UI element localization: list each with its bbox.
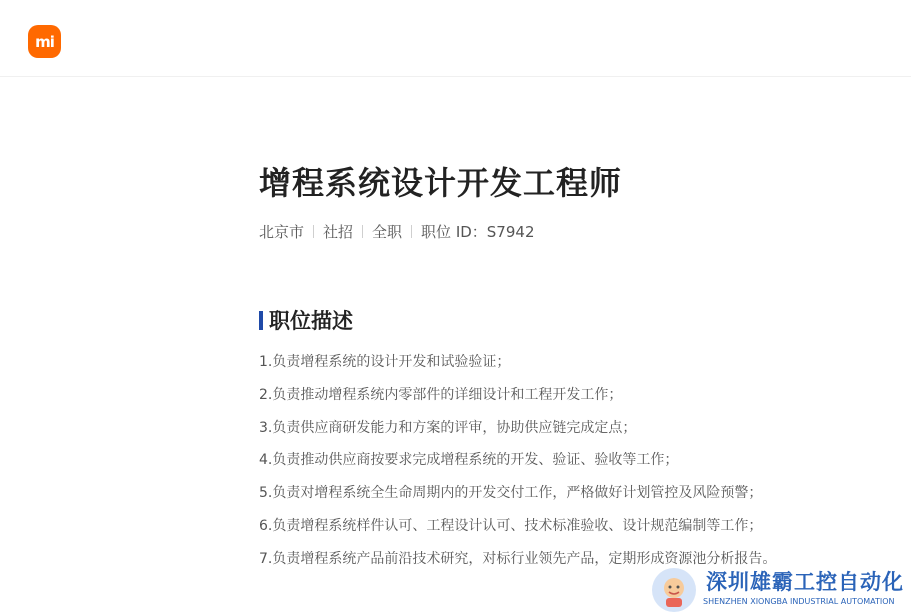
section-title: 职位描述 (269, 309, 353, 333)
job-title: 增程系统设计开发工程师 (259, 164, 623, 202)
duty-item: 4.负责推动供应商按要求完成增程系统的开发、验证、验收等工作； (259, 452, 679, 469)
meta-divider (362, 225, 363, 238)
watermark-name-en: SHENZHEN XIONGBA INDUSTRIAL AUTOMATION (703, 597, 895, 606)
header-divider (0, 76, 911, 77)
logo-text: mi (35, 32, 54, 51)
duty-item: 7.负责增程系统产品前沿技术研究，对标行业领先产品，定期形成资源池分析报告。 (259, 550, 777, 567)
mascot-icon (652, 568, 696, 612)
watermark (652, 564, 911, 615)
section-accent-bar (259, 311, 263, 330)
meta-divider (313, 225, 314, 238)
section-heading (259, 305, 353, 335)
xiaomi-logo[interactable] (28, 25, 61, 58)
duty-list (259, 348, 776, 578)
duty-item: 1.负责增程系统的设计开发和试验验证； (259, 354, 511, 370)
meta-job-id: 职位 ID：S7942 (421, 223, 535, 241)
meta-divider (411, 225, 412, 238)
duty-item: 2.负责推动增程系统内零部件的详细设计和工程开发工作； (259, 386, 623, 403)
job-meta (259, 221, 535, 242)
duty-item: 5.负责对增程系统全生命周期内的开发交付工作，严格做好计划管控及风险预警； (259, 485, 763, 502)
duty-item: 6.负责增程系统样件认可、工程设计认可、技术标准验收、设计规范编制等工作； (259, 517, 763, 534)
watermark-name-cn: 深圳雄霸工控自动化 (706, 570, 904, 594)
duty-item: 3.负责供应商研发能力和方案的评审，协助供应链完成定点； (259, 419, 637, 436)
meta-recruit-type: 社招 (323, 223, 354, 241)
meta-location: 北京市 (259, 223, 305, 241)
meta-employment-type: 全职 (372, 223, 403, 241)
